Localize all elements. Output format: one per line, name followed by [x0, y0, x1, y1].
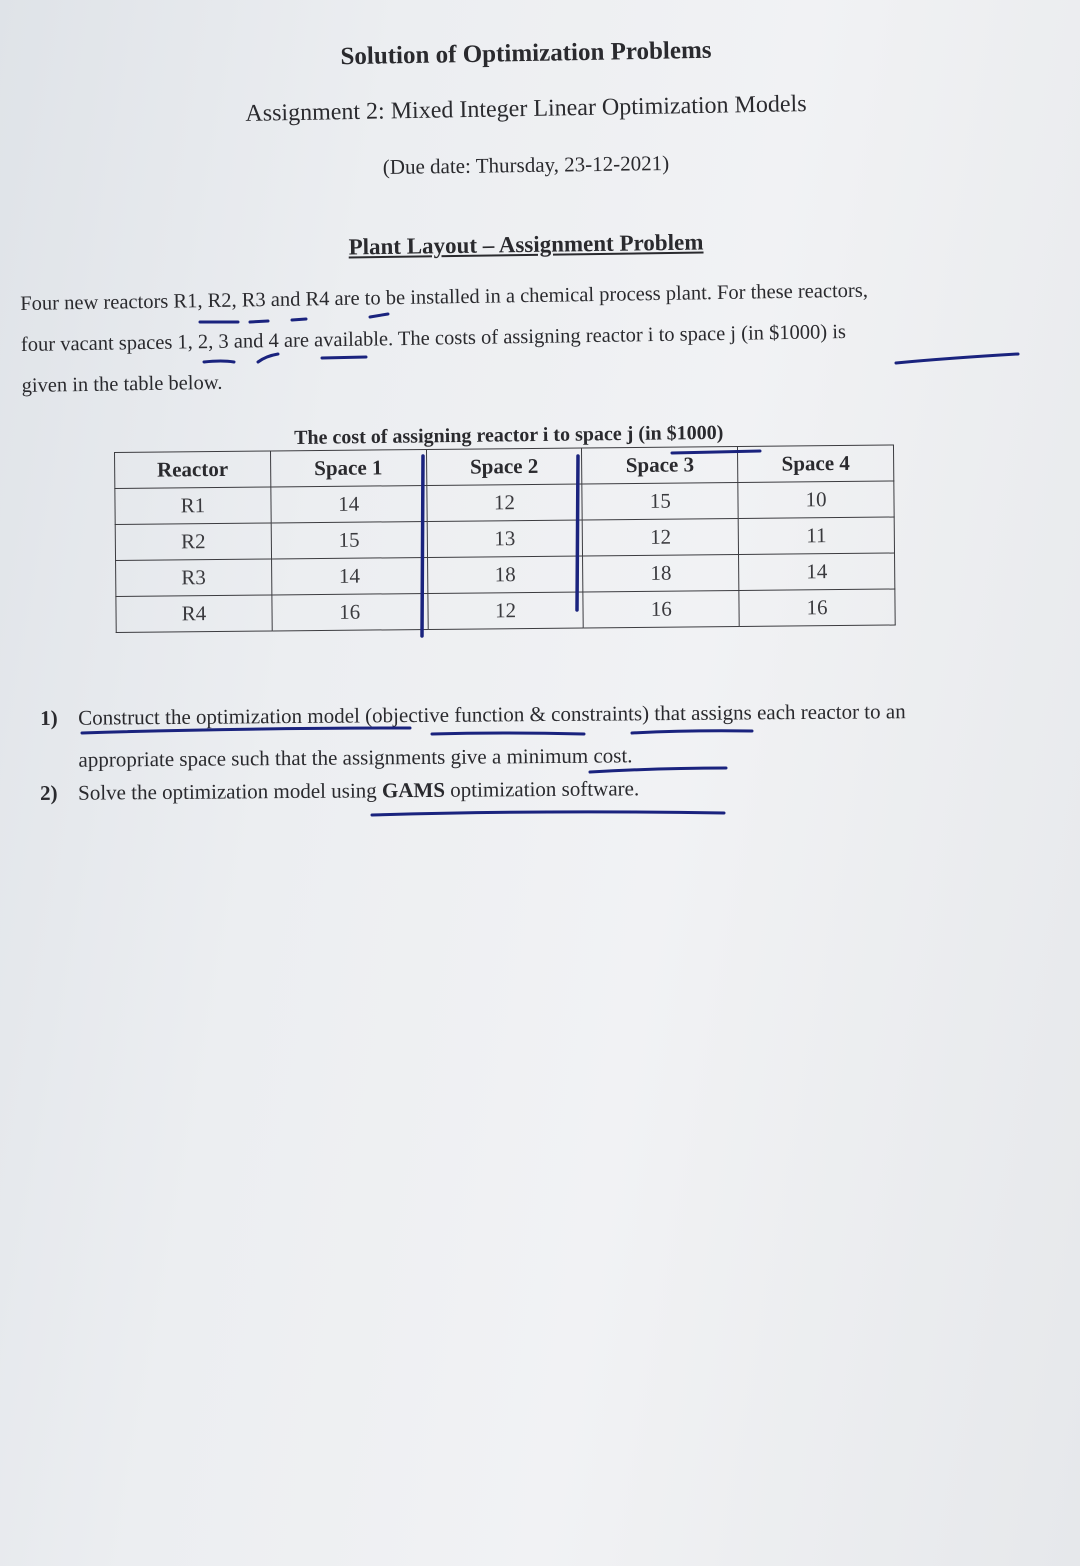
section-heading: Plant Layout – Assignment Problem [348, 229, 704, 260]
header-space-3: Space 3 [582, 447, 738, 484]
header-space-1: Space 1 [270, 450, 426, 487]
table-cell: R3 [116, 559, 272, 596]
question-2-text-before: Solve the optimization model using [77, 778, 383, 805]
table-cell: 15 [582, 483, 738, 520]
table-caption: The cost of assigning reactor i to space j (in $1000) [294, 421, 724, 449]
table-cell: 12 [426, 484, 582, 521]
cost-table [114, 445, 896, 633]
paragraph-line-3: given in the table below. [21, 371, 223, 397]
table-cell: R1 [115, 487, 271, 524]
table-cell: 14 [271, 557, 427, 594]
question-1-line-1: Construct the optimization model (objective function & constraints) that assigns each reactor to an [78, 699, 906, 730]
table-cell: 16 [739, 589, 895, 626]
table-cell: 15 [271, 522, 427, 559]
ink-underline-gams [372, 812, 724, 815]
table-cell: 18 [427, 556, 583, 593]
question-1-line-2: appropriate space such that the assignments give a minimum cost. [78, 743, 633, 772]
paragraph-line-1: Four new reactors R1, R2, R3 and R4 are to be installed in a chemical process plant. For these reactors, [20, 279, 869, 315]
table-cell: 18 [583, 555, 739, 592]
problem-paragraph [20, 268, 1042, 407]
header-space-2: Space 2 [426, 448, 582, 485]
table-cell: 12 [583, 519, 739, 556]
table-cell: 13 [427, 520, 583, 557]
table-cell: 11 [738, 517, 894, 554]
table-cell: 10 [738, 481, 894, 518]
table-cell: 16 [272, 593, 428, 630]
question-2-number: 2) [40, 780, 58, 805]
table-cell: 12 [427, 592, 583, 629]
document-subtitle: Assignment 2: Mixed Integer Linear Optimization Models [245, 91, 807, 127]
table-cell: R4 [116, 595, 272, 632]
question-2-gams: GAMS [381, 777, 446, 803]
document-title: Solution of Optimization Problems [340, 36, 712, 71]
question-1-number: 1) [40, 705, 58, 730]
question-1 [40, 689, 1061, 781]
question-2-text-after: optimization software. [444, 776, 640, 802]
table-row [116, 589, 895, 632]
table-cell: 14 [271, 486, 427, 523]
paragraph-line-2: four vacant spaces 1, 2, 3 and 4 are available. The costs of assigning reactor i to space j (in $1000) is [20, 321, 847, 356]
table-cell: R2 [115, 523, 271, 560]
header-reactor: Reactor [115, 451, 271, 488]
due-date: (Due date: Thursday, 23-12-2021) [382, 151, 670, 179]
header-space-4: Space 4 [738, 445, 894, 482]
table-cell: 16 [583, 591, 739, 628]
table-cell: 14 [739, 553, 895, 590]
